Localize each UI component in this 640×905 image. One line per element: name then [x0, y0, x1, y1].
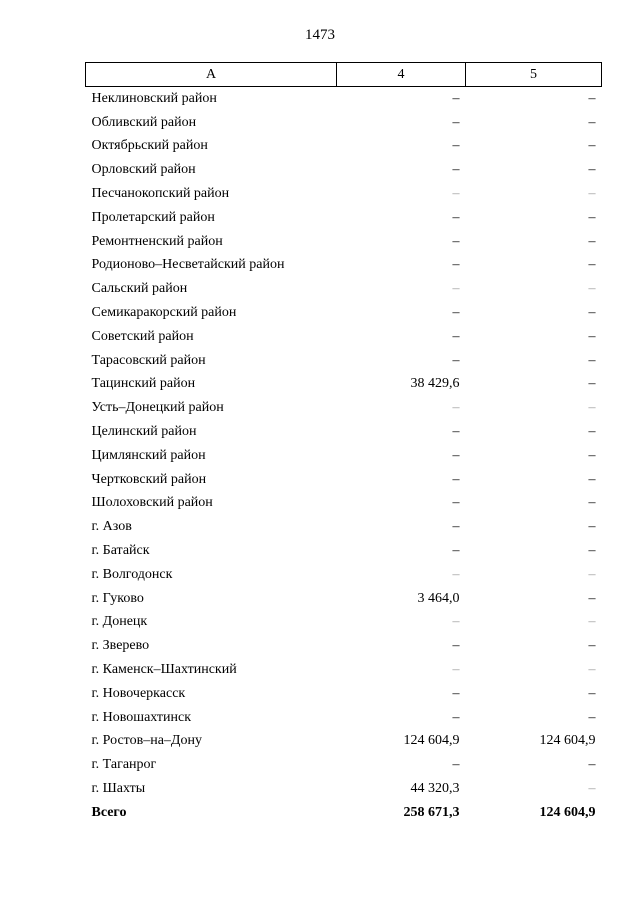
row-name: Пролетарский район — [91, 209, 215, 225]
row-value-col4: 124 604,9 — [403, 733, 460, 749]
row-name: Семикаракорский район — [91, 305, 237, 321]
row-value-col5: – — [588, 281, 596, 297]
row-value-col5: – — [588, 447, 596, 463]
row-value-col5: – — [588, 590, 596, 606]
row-name: Песчанокопский район — [91, 186, 230, 202]
table-row — [86, 420, 602, 444]
row-name: Орловский район — [91, 162, 196, 178]
table-row — [86, 182, 602, 206]
row-name: г. Зверево — [91, 638, 150, 654]
row-name: Обливский район — [91, 114, 197, 130]
column-header-4: 4 — [337, 63, 466, 87]
table-row — [86, 753, 602, 777]
row-value-col5: – — [588, 519, 596, 535]
table-row — [86, 87, 602, 111]
row-name: г. Батайск — [91, 543, 150, 559]
row-value-col4: – — [452, 424, 460, 440]
row-name: г. Волгодонск — [91, 566, 173, 582]
row-value-col4: 44 320,3 — [410, 781, 460, 796]
row-value-col5: – — [588, 305, 596, 321]
row-value-col4: – — [452, 257, 460, 273]
row-value-col5: – — [588, 162, 596, 178]
row-name: г. Таганрог — [91, 757, 157, 773]
table-row — [86, 563, 602, 587]
row-name: г. Азов — [91, 519, 132, 535]
total-value-col5: 124 604,9 — [539, 804, 596, 820]
table-row — [86, 658, 602, 682]
row-name: г. Новошахтинск — [91, 709, 192, 725]
table-row — [86, 492, 602, 516]
row-value-col4: – — [452, 566, 460, 582]
table-row — [86, 135, 602, 159]
row-value-col5: – — [588, 566, 596, 582]
row-value-col5: – — [588, 352, 596, 368]
row-value-col5: – — [588, 376, 596, 392]
row-value-col4: – — [452, 305, 460, 321]
total-label: Всего — [91, 804, 127, 820]
row-value-col4: – — [452, 495, 460, 511]
table-row — [86, 349, 602, 373]
row-value-col4: – — [452, 281, 460, 297]
table-row — [86, 682, 602, 706]
table-row — [86, 230, 602, 254]
row-name: Шолоховский район — [91, 495, 213, 511]
table-row — [86, 444, 602, 468]
row-value-col5: – — [588, 233, 596, 249]
table-row — [86, 254, 602, 278]
table-row — [86, 373, 602, 397]
row-value-col4: 38 429,6 — [410, 376, 460, 392]
row-value-col5: – — [588, 495, 596, 511]
row-name: г. Новочеркасск — [91, 685, 186, 701]
row-value-col4: 3 464,0 — [417, 590, 460, 606]
row-value-col5: – — [588, 614, 596, 630]
column-header-5: 5 — [466, 63, 602, 87]
row-value-col5: – — [588, 757, 596, 773]
table-row — [86, 587, 602, 611]
row-value-col4: – — [452, 543, 460, 559]
table-row — [86, 158, 602, 182]
row-value-col4: – — [452, 614, 460, 630]
row-value-col5: – — [588, 90, 596, 106]
row-value-col4: – — [452, 447, 460, 463]
row-value-col4: – — [452, 757, 460, 773]
row-name: г. Каменск–Шахтинский — [91, 662, 237, 678]
row-value-col4: – — [452, 638, 460, 654]
table-row — [86, 396, 602, 420]
table-row — [86, 611, 602, 635]
row-value-col5: – — [588, 328, 596, 344]
row-name: Усть–Донецкий район — [91, 400, 224, 416]
row-value-col4: – — [452, 685, 460, 701]
row-value-col5: – — [588, 662, 596, 678]
table-row — [86, 468, 602, 492]
row-name: Советский район — [91, 328, 194, 344]
table-row — [86, 206, 602, 230]
page-number: 1473 — [305, 27, 335, 43]
row-value-col4: – — [452, 209, 460, 225]
row-value-col4: – — [452, 114, 460, 130]
total-row — [86, 801, 602, 825]
row-value-col5: – — [588, 471, 596, 487]
row-value-col5: – — [588, 781, 596, 796]
row-value-col5: – — [588, 543, 596, 559]
row-name: Тарасовский район — [91, 352, 206, 368]
row-value-col5: – — [588, 685, 596, 701]
row-name: Целинский район — [91, 424, 197, 440]
row-value-col4: – — [452, 138, 460, 154]
row-name: г. Донецк — [91, 614, 148, 630]
row-value-col5: – — [588, 424, 596, 440]
row-value-col5: – — [588, 638, 596, 654]
table-row — [86, 325, 602, 349]
row-value-col4: – — [452, 400, 460, 416]
row-value-col4: – — [452, 709, 460, 725]
table-row — [86, 111, 602, 135]
row-value-col5: – — [588, 709, 596, 725]
total-value-col4: 258 671,3 — [403, 804, 460, 820]
table-row — [86, 706, 602, 730]
row-value-col5: 124 604,9 — [539, 733, 596, 749]
table-header — [86, 63, 602, 87]
row-value-col5: – — [588, 186, 596, 202]
row-value-col5: – — [588, 114, 596, 130]
budget-table — [85, 62, 602, 825]
header-row — [86, 63, 602, 87]
row-name: г. Ростов–на–Дону — [91, 733, 202, 749]
row-name: Ремонтненский район — [91, 233, 223, 249]
row-name: Сальский район — [91, 281, 188, 297]
table-row — [86, 277, 602, 301]
row-value-col5: – — [588, 257, 596, 273]
table-row — [86, 777, 602, 801]
table-row — [86, 730, 602, 754]
row-value-col4: – — [452, 662, 460, 678]
row-name: Тацинский район — [91, 376, 196, 392]
row-value-col4: – — [452, 233, 460, 249]
table-row — [86, 515, 602, 539]
table-row — [86, 539, 602, 563]
table-row — [86, 634, 602, 658]
row-name: Чертковский район — [91, 471, 207, 487]
row-value-col5: – — [588, 138, 596, 154]
row-name: Цимлянский район — [91, 447, 206, 463]
row-name: Родионово–Несветайский район — [91, 257, 285, 273]
row-value-col5: – — [588, 209, 596, 225]
column-header-a: А — [86, 63, 337, 87]
row-value-col4: – — [452, 186, 460, 202]
row-name: г. Шахты — [91, 781, 146, 796]
row-value-col4: – — [452, 352, 460, 368]
row-value-col4: – — [452, 471, 460, 487]
row-name: г. Гуково — [91, 590, 144, 606]
row-value-col4: – — [452, 519, 460, 535]
row-value-col4: – — [452, 328, 460, 344]
row-value-col4: – — [452, 162, 460, 178]
table-row — [86, 301, 602, 325]
row-name: Октябрьский район — [91, 138, 208, 154]
row-value-col4: – — [452, 90, 460, 106]
row-value-col5: – — [588, 400, 596, 416]
row-name: Неклиновский район — [91, 90, 217, 106]
table-body — [86, 87, 602, 825]
